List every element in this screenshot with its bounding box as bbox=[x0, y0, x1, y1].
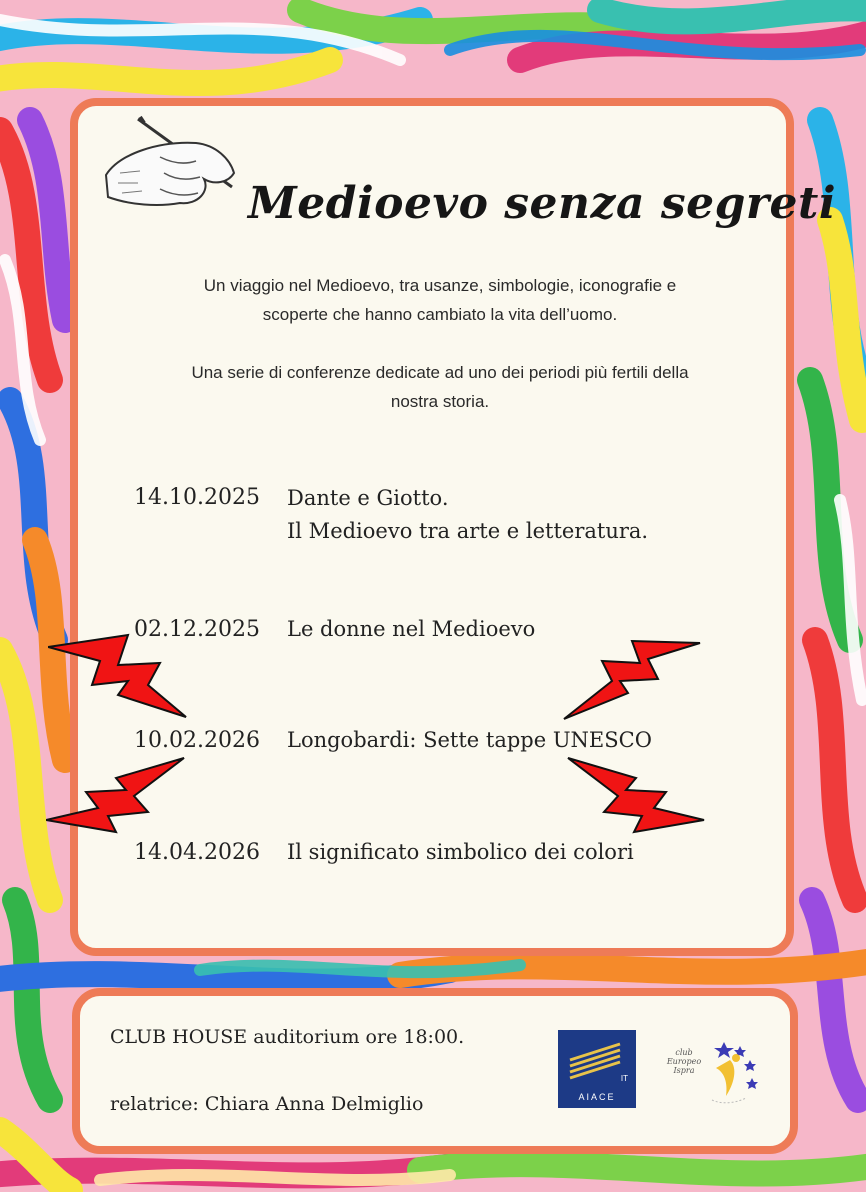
lightning-bolt-icon bbox=[48, 633, 188, 719]
venue-text bbox=[110, 1026, 464, 1048]
intro-line-3: Una serie di conferenze dedicate ad uno dei periodi più fertili della bbox=[191, 363, 689, 382]
hand-with-quill-icon bbox=[100, 113, 260, 213]
intro-line-2: scoperte che hanno cambiato la vita dell’uomo. bbox=[262, 305, 618, 324]
poster-title: Medioevo senza segreti bbox=[248, 178, 837, 229]
club-line-2: Europeo bbox=[666, 1057, 702, 1066]
lightning-bolt-icon bbox=[566, 756, 706, 836]
event-date: 14.04.2026 bbox=[134, 840, 260, 865]
club-line-1: club bbox=[675, 1048, 693, 1057]
event-title: Longobardi: Sette tappe UNESCO bbox=[287, 728, 652, 752]
lightning-bolt-icon bbox=[46, 756, 186, 836]
venue-name: CLUB HOUSE bbox=[110, 1026, 248, 1048]
speaker-text: relatrice: Chiara Anna Delmiglio bbox=[110, 1093, 424, 1115]
club-europeo-ispra-logo bbox=[654, 1028, 762, 1108]
event-title: Il significato simbolico dei colori bbox=[287, 840, 634, 864]
event-date: 02.12.2025 bbox=[134, 617, 260, 642]
event-title: Dante e Giotto. bbox=[287, 486, 449, 510]
event-subtitle: Il Medioevo tra arte e letteratura. bbox=[287, 519, 649, 543]
intro-line-4: nostra storia. bbox=[390, 392, 490, 411]
event-date: 10.02.2026 bbox=[134, 728, 260, 753]
lightning-bolt-icon bbox=[562, 637, 702, 721]
intro-line-1: Un viaggio nel Medioevo, tra usanze, simbologie, iconografie e bbox=[203, 276, 677, 295]
aiace-country-code: IT bbox=[620, 1074, 628, 1083]
aiace-logo bbox=[558, 1030, 636, 1108]
club-name bbox=[654, 1048, 714, 1075]
aiace-name: AIACE bbox=[578, 1092, 616, 1102]
club-line-3: Ispra bbox=[673, 1066, 695, 1075]
event-title: Le donne nel Medioevo bbox=[287, 617, 536, 641]
venue-details: auditorium ore 18:00. bbox=[247, 1026, 465, 1048]
event-date: 14.10.2025 bbox=[134, 485, 260, 510]
